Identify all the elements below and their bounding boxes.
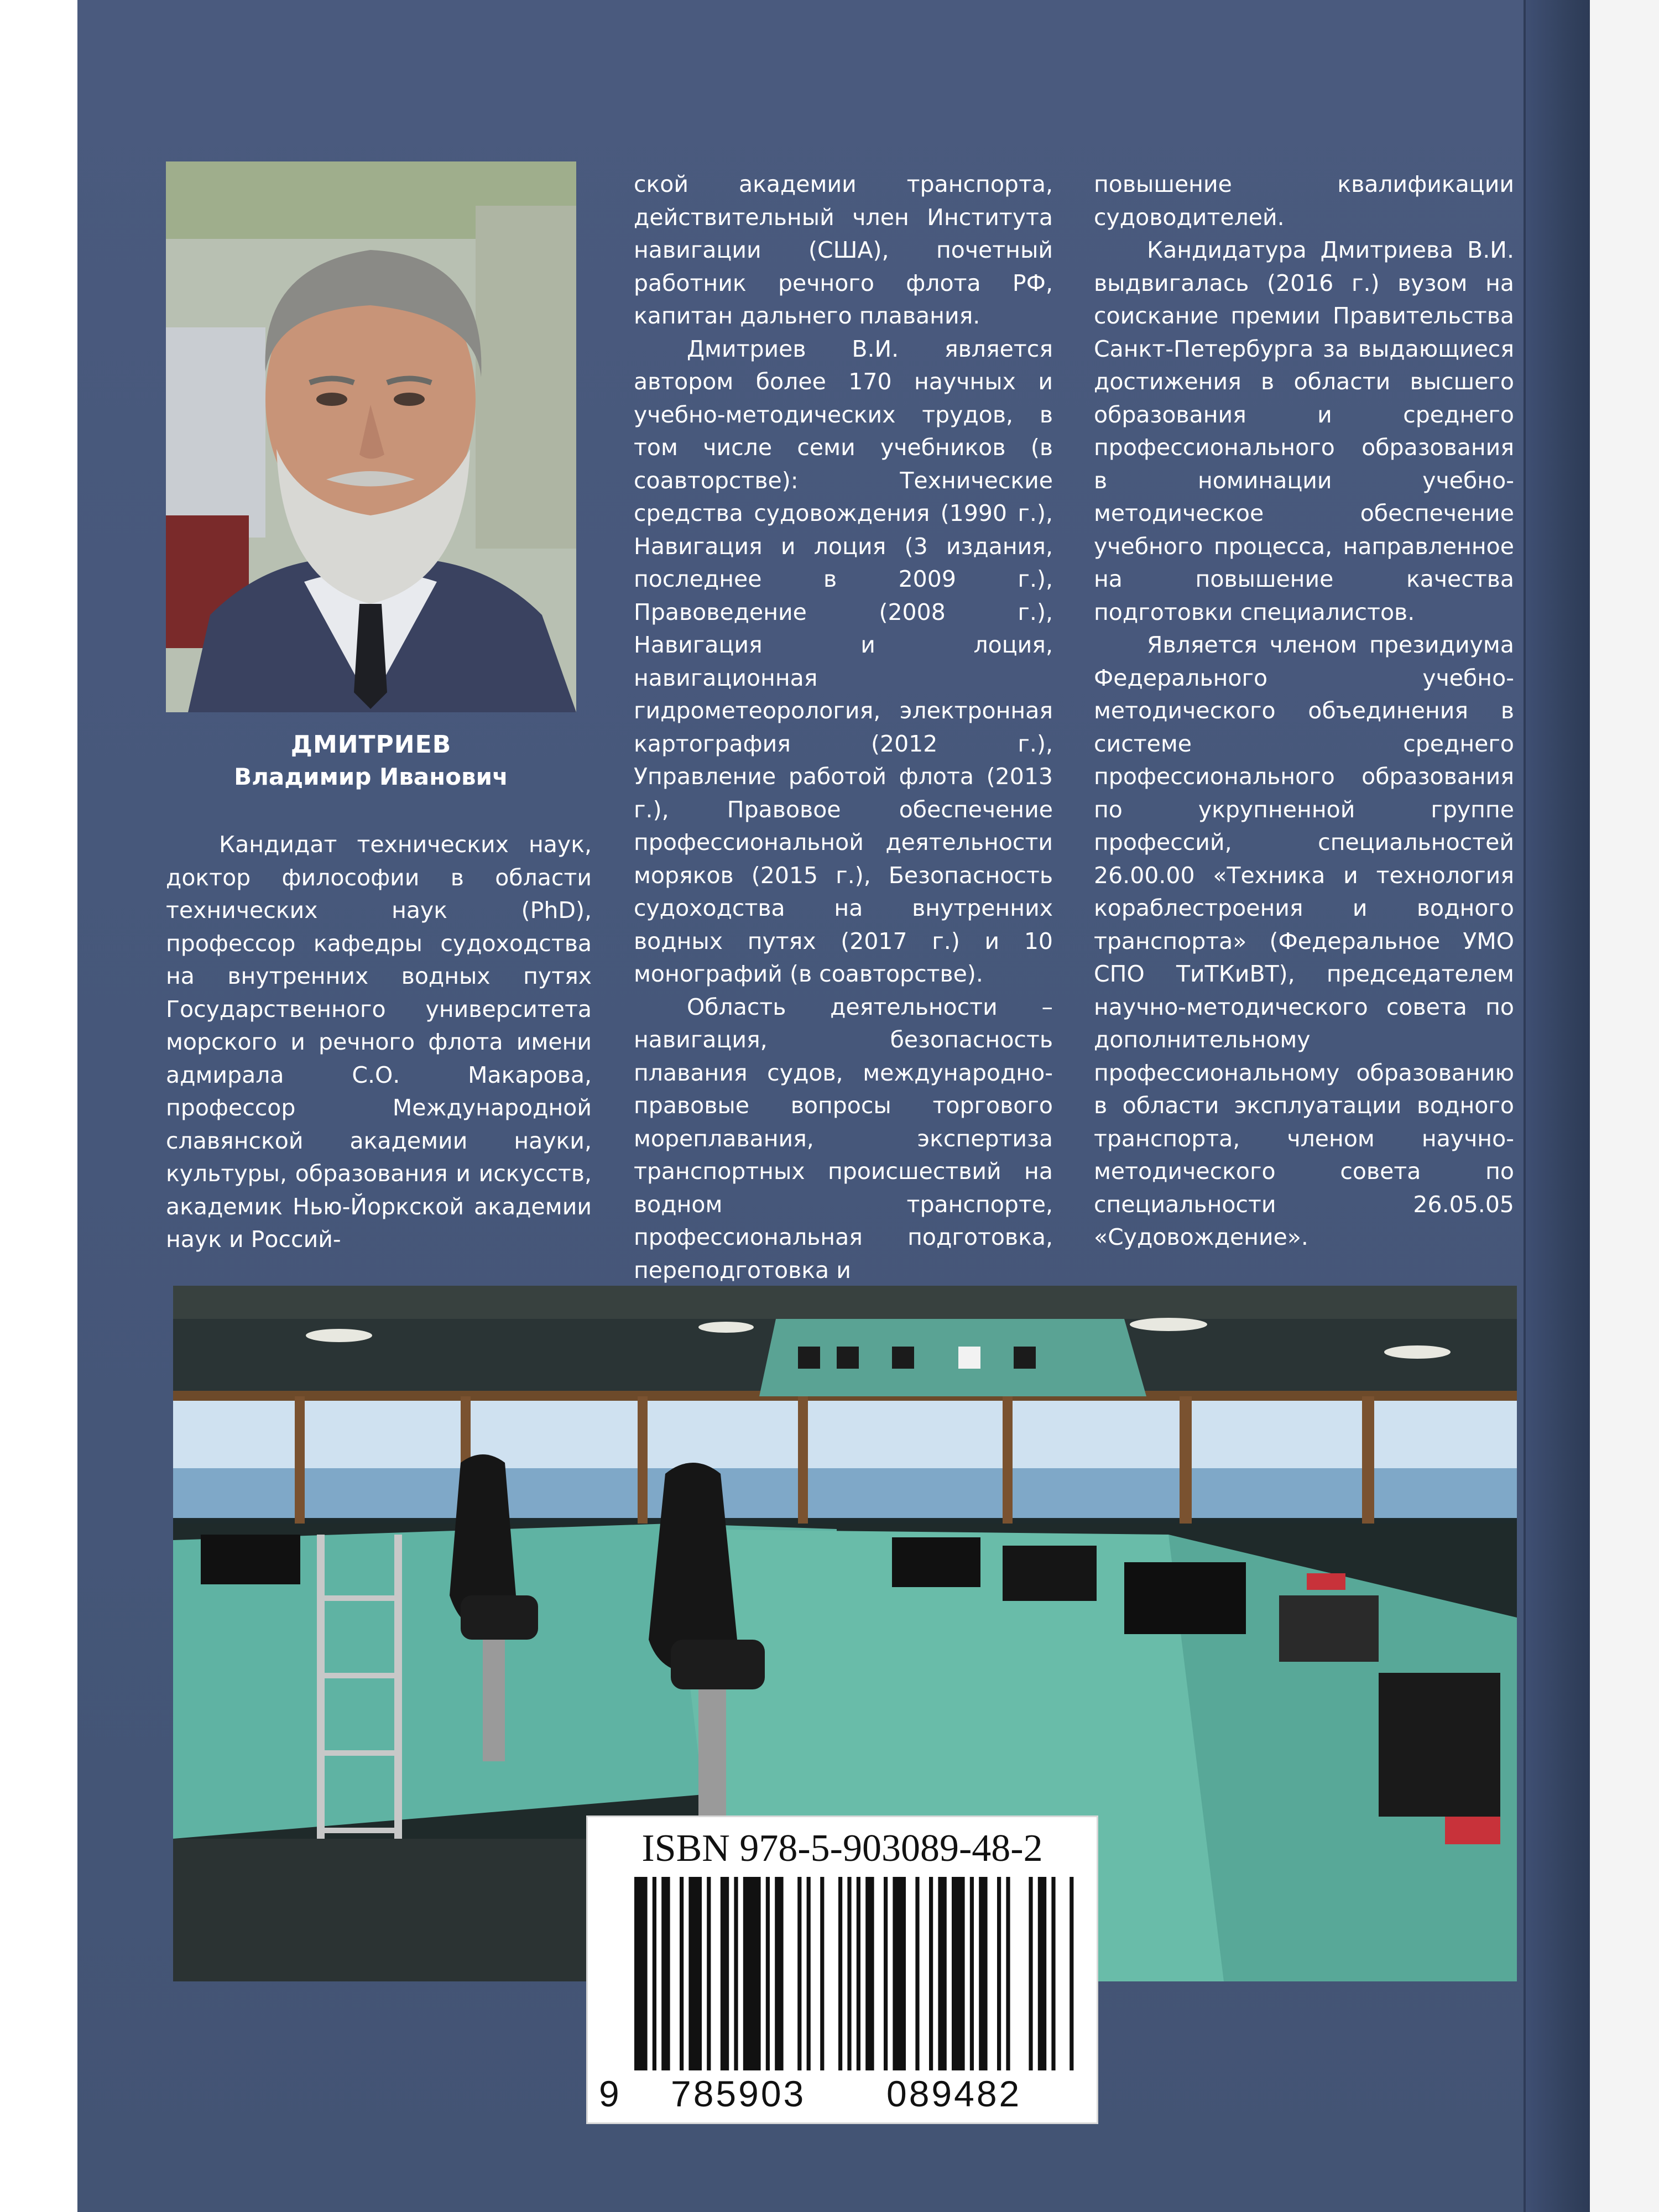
barcode-bar: [680, 1877, 684, 2070]
barcode-bar: [766, 1877, 770, 2070]
barcode-bar: [734, 1877, 738, 2070]
barcode-bar: [707, 1877, 711, 2070]
isbn-number: ISBN 978-5-903089-48-2: [641, 1827, 1043, 1870]
barcode-bar: [634, 1877, 648, 2070]
barcode-bar: [979, 1877, 987, 2070]
barcode-bar: [1070, 1877, 1073, 2070]
portrait-photo: [166, 161, 576, 712]
barcode-bar: [775, 1877, 783, 2070]
isbn-barcode-label: [586, 1815, 1098, 2124]
barcode-digits-right: 089482: [886, 2073, 1022, 2114]
barcode-bars: [632, 1877, 1074, 2070]
book-spine: [1524, 0, 1592, 2212]
bio-paragraph: Кандидат технических наук, доктор философии в области технических наук (PhD), профессор кафедры судоходства на внутренних водных путях Государственного университета морского и речного флота имени адмирала С.О. Макарова, профессор Международной славянской академии науки, культуры, образования и искусств, академик Нью-Йоркской академии наук и Россий-: [166, 831, 592, 1253]
barcode-bar: [952, 1877, 965, 2070]
bio-paragraph: Область деятельности – навигация, безопасность плавания судов, международно-правовые вопросы торгового мореплавания, экспертиза транспортных происшествий на водном транспорте, профессиональная подготовка, переподготовка и: [634, 993, 1053, 1284]
barcode-bar: [865, 1877, 874, 2070]
author-given-names: Владимир Иванович: [234, 763, 508, 790]
barcode-digits-left: 785903: [671, 2073, 806, 2114]
barcode-bar: [743, 1877, 761, 2070]
barcode-bar: [847, 1877, 851, 2070]
barcode-bar: [807, 1877, 811, 2070]
barcode-bar: [938, 1877, 946, 2070]
barcode-bar: [1051, 1877, 1055, 2070]
barcode-bar: [820, 1877, 824, 2070]
barcode-bar: [838, 1877, 842, 2070]
barcode-digit-first: 9: [599, 2073, 622, 2114]
barcode-icon: [632, 1877, 1074, 2070]
barcode-bar: [997, 1877, 1001, 2070]
bio-column-3: [1094, 168, 1514, 1254]
barcode-bar: [797, 1877, 801, 2070]
author-surname: ДМИТРИЕВ: [290, 731, 452, 759]
barcode-bar: [893, 1877, 906, 2070]
page-edge: [1590, 0, 1659, 2212]
barcode-bar: [653, 1877, 656, 2070]
bio-paragraph: Является членом президиума Федерального учебно-методического объединения в системе среднего профессионального образования по укрупненной группе профессий, специальностей 26.00.00 «Техника и технология кораблестроения и водного транспорта» (Федеральное УМО СПО ТиТКиВТ), председателем научно-методического совета по дополнительному профессиональному образованию в области эксплуатации водного транспорта, членом научно-методического совета по специальности 26.05.05 «Судовождение».: [1094, 632, 1514, 1250]
barcode-bar: [884, 1877, 888, 2070]
barcode-bar: [721, 1877, 729, 2070]
barcode-bar: [929, 1877, 933, 2070]
bio-paragraph: ской академии транспорта, действительный член Института навигации (США), почетный работник речного флота РФ, капитан дальнего плавания.: [634, 171, 1053, 329]
barcode-bar: [688, 1877, 702, 2070]
bio-paragraph: Кандидатура Дмитриева В.И. выдвигалась (2016 г.) вузом на соискание премии Правительства Санкт-Петербурга за выдающиеся достижения в области высшего образования и среднего профессионального образования в номинации учебно-методическое обеспечение учебного процесса, направленное на повышение качества подготовки специалистов.: [1094, 237, 1514, 625]
author-photo: [166, 161, 576, 712]
bio-column-1: [166, 828, 592, 1256]
barcode-bar: [1029, 1877, 1032, 2070]
bio-paragraph: повышение квалификации судоводителей.: [1094, 171, 1514, 231]
barcode-bar: [661, 1877, 670, 2070]
barcode-bar: [970, 1877, 974, 2070]
bio-column-2: [634, 168, 1053, 1287]
bio-paragraph: Дмитриев В.И. является автором более 170 научных и учебно-методических трудов, в том числе семи учебников (в соавторстве): Технические средства судовождения (1990 г.), Навигация и лоция (3 издания, последнее в 2009 г.), Правоведение (2008 г.), Навигация и лоция, навигационная гидрометеорология, электронная картография (2012 г.), Управление работой флота (2013 г.), Правовое обеспечение профессиональной деятельности моряков (2015 г.), Безопасность судоходства на внутренних водных путях (2017 г.) и 10 монографий (в соавторстве).: [634, 335, 1053, 987]
barcode-bar: [1006, 1877, 1010, 2070]
author-name: [166, 729, 576, 793]
barcode-bar: [1038, 1877, 1046, 2070]
barcode-bar: [915, 1877, 919, 2070]
barcode-bar: [857, 1877, 860, 2070]
